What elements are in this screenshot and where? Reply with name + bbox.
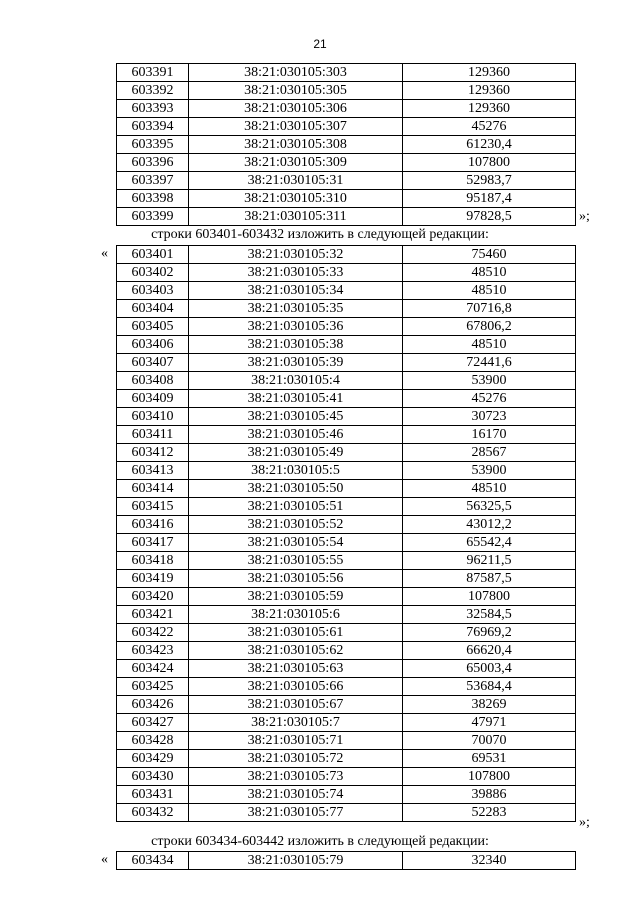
row-number-cell: 603404 — [117, 300, 189, 318]
cadastral-number-cell: 38:21:030105:34 — [189, 282, 403, 300]
row-number-cell: 603399 — [117, 208, 189, 226]
table-row — [117, 300, 576, 318]
opening-quote-mark: « — [101, 852, 108, 867]
row-number-cell: 603397 — [117, 172, 189, 190]
cadastral-number-cell: 38:21:030105:73 — [189, 768, 403, 786]
row-number-cell: 603409 — [117, 390, 189, 408]
value-cell: 129360 — [403, 100, 576, 118]
table-row — [117, 786, 576, 804]
cadastral-number-cell: 38:21:030105:62 — [189, 642, 403, 660]
value-cell: 52283 — [403, 804, 576, 822]
cadastral-number-cell: 38:21:030105:310 — [189, 190, 403, 208]
cadastral-number-cell: 38:21:030105:36 — [189, 318, 403, 336]
cadastral-number-cell: 38:21:030105:45 — [189, 408, 403, 426]
table-row — [117, 64, 576, 82]
value-cell: 32340 — [403, 852, 576, 870]
table-row — [117, 516, 576, 534]
value-cell: 30723 — [403, 408, 576, 426]
value-cell: 72441,6 — [403, 354, 576, 372]
row-number-cell: 603411 — [117, 426, 189, 444]
value-cell: 16170 — [403, 426, 576, 444]
value-cell: 70070 — [403, 732, 576, 750]
row-number-cell: 603431 — [117, 786, 189, 804]
value-cell: 48510 — [403, 264, 576, 282]
row-number-cell: 603417 — [117, 534, 189, 552]
row-number-cell: 603419 — [117, 570, 189, 588]
cadastral-number-cell: 38:21:030105:32 — [189, 246, 403, 264]
table-row — [117, 480, 576, 498]
value-cell: 129360 — [403, 64, 576, 82]
table-row — [117, 190, 576, 208]
table-row — [117, 552, 576, 570]
row-number-cell: 603398 — [117, 190, 189, 208]
table-row — [117, 118, 576, 136]
table-row — [117, 852, 576, 870]
page-number: 21 — [313, 37, 327, 51]
register-table-3 — [116, 851, 576, 870]
cadastral-number-cell: 38:21:030105:306 — [189, 100, 403, 118]
row-number-cell: 603427 — [117, 714, 189, 732]
table-row — [117, 804, 576, 822]
table-row — [117, 208, 576, 226]
cadastral-number-cell: 38:21:030105:305 — [189, 82, 403, 100]
value-cell: 32584,5 — [403, 606, 576, 624]
register-table-1 — [116, 63, 576, 226]
value-cell: 53684,4 — [403, 678, 576, 696]
row-number-cell: 603434 — [117, 852, 189, 870]
row-number-cell: 603412 — [117, 444, 189, 462]
table-row — [117, 588, 576, 606]
cadastral-number-cell: 38:21:030105:7 — [189, 714, 403, 732]
table-row — [117, 534, 576, 552]
cadastral-number-cell: 38:21:030105:46 — [189, 426, 403, 444]
row-number-cell: 603391 — [117, 64, 189, 82]
value-cell: 52983,7 — [403, 172, 576, 190]
value-cell: 48510 — [403, 336, 576, 354]
cadastral-number-cell: 38:21:030105:5 — [189, 462, 403, 480]
cadastral-number-cell: 38:21:030105:56 — [189, 570, 403, 588]
table-row — [117, 172, 576, 190]
cadastral-number-cell: 38:21:030105:49 — [189, 444, 403, 462]
value-cell: 48510 — [403, 282, 576, 300]
row-number-cell: 603405 — [117, 318, 189, 336]
row-number-cell: 603403 — [117, 282, 189, 300]
register-table-body — [117, 64, 576, 226]
opening-quote-mark: « — [101, 246, 108, 261]
amendment-heading: строки 603401-603432 изложить в следующей редакции: — [151, 227, 489, 242]
register-table-2 — [116, 245, 576, 822]
cadastral-number-cell: 38:21:030105:41 — [189, 390, 403, 408]
row-number-cell: 603426 — [117, 696, 189, 714]
table-row — [117, 154, 576, 172]
value-cell: 96211,5 — [403, 552, 576, 570]
value-cell: 53900 — [403, 462, 576, 480]
cadastral-number-cell: 38:21:030105:308 — [189, 136, 403, 154]
value-cell: 67806,2 — [403, 318, 576, 336]
row-number-cell: 603423 — [117, 642, 189, 660]
value-cell: 65003,4 — [403, 660, 576, 678]
cadastral-number-cell: 38:21:030105:38 — [189, 336, 403, 354]
row-number-cell: 603392 — [117, 82, 189, 100]
cadastral-number-cell: 38:21:030105:4 — [189, 372, 403, 390]
row-number-cell: 603410 — [117, 408, 189, 426]
value-cell: 129360 — [403, 82, 576, 100]
row-number-cell: 603424 — [117, 660, 189, 678]
table-row — [117, 426, 576, 444]
cadastral-number-cell: 38:21:030105:35 — [189, 300, 403, 318]
value-cell: 45276 — [403, 390, 576, 408]
table-row — [117, 642, 576, 660]
cadastral-number-cell: 38:21:030105:71 — [189, 732, 403, 750]
closing-quote-mark: »; — [579, 815, 590, 830]
row-number-cell: 603407 — [117, 354, 189, 372]
table-row — [117, 714, 576, 732]
table-row — [117, 336, 576, 354]
value-cell: 107800 — [403, 588, 576, 606]
value-cell: 48510 — [403, 480, 576, 498]
table-row — [117, 136, 576, 154]
value-cell: 95187,4 — [403, 190, 576, 208]
cadastral-number-cell: 38:21:030105:63 — [189, 660, 403, 678]
table-row — [117, 354, 576, 372]
value-cell: 39886 — [403, 786, 576, 804]
cadastral-number-cell: 38:21:030105:309 — [189, 154, 403, 172]
row-number-cell: 603406 — [117, 336, 189, 354]
table-row — [117, 750, 576, 768]
row-number-cell: 603396 — [117, 154, 189, 172]
row-number-cell: 603415 — [117, 498, 189, 516]
cadastral-number-cell: 38:21:030105:72 — [189, 750, 403, 768]
cadastral-number-cell: 38:21:030105:52 — [189, 516, 403, 534]
cadastral-number-cell: 38:21:030105:67 — [189, 696, 403, 714]
table-row — [117, 606, 576, 624]
value-cell: 76969,2 — [403, 624, 576, 642]
value-cell: 107800 — [403, 768, 576, 786]
row-number-cell: 603416 — [117, 516, 189, 534]
cadastral-number-cell: 38:21:030105:79 — [189, 852, 403, 870]
cadastral-number-cell: 38:21:030105:303 — [189, 64, 403, 82]
row-number-cell: 603425 — [117, 678, 189, 696]
value-cell: 107800 — [403, 154, 576, 172]
value-cell: 47971 — [403, 714, 576, 732]
closing-quote-mark: »; — [579, 209, 590, 224]
table-row — [117, 444, 576, 462]
register-table-body — [117, 852, 576, 870]
value-cell: 69531 — [403, 750, 576, 768]
row-number-cell: 603402 — [117, 264, 189, 282]
cadastral-number-cell: 38:21:030105:31 — [189, 172, 403, 190]
table-row — [117, 732, 576, 750]
row-number-cell: 603420 — [117, 588, 189, 606]
value-cell: 97828,5 — [403, 208, 576, 226]
table-row — [117, 570, 576, 588]
row-number-cell: 603432 — [117, 804, 189, 822]
value-cell: 70716,8 — [403, 300, 576, 318]
row-number-cell: 603418 — [117, 552, 189, 570]
table-row — [117, 462, 576, 480]
value-cell: 66620,4 — [403, 642, 576, 660]
table-row — [117, 246, 576, 264]
cadastral-number-cell: 38:21:030105:59 — [189, 588, 403, 606]
table-row — [117, 408, 576, 426]
table-row — [117, 768, 576, 786]
row-number-cell: 603414 — [117, 480, 189, 498]
row-number-cell: 603421 — [117, 606, 189, 624]
table-row — [117, 282, 576, 300]
value-cell: 75460 — [403, 246, 576, 264]
amendment-heading: строки 603434-603442 изложить в следующей редакции: — [151, 834, 489, 849]
row-number-cell: 603393 — [117, 100, 189, 118]
table-row — [117, 660, 576, 678]
row-number-cell: 603395 — [117, 136, 189, 154]
cadastral-number-cell: 38:21:030105:66 — [189, 678, 403, 696]
row-number-cell: 603394 — [117, 118, 189, 136]
row-number-cell: 603428 — [117, 732, 189, 750]
cadastral-number-cell: 38:21:030105:311 — [189, 208, 403, 226]
row-number-cell: 603401 — [117, 246, 189, 264]
cadastral-number-cell: 38:21:030105:307 — [189, 118, 403, 136]
table-row — [117, 390, 576, 408]
table-row — [117, 100, 576, 118]
cadastral-number-cell: 38:21:030105:39 — [189, 354, 403, 372]
value-cell: 65542,4 — [403, 534, 576, 552]
cadastral-number-cell: 38:21:030105:61 — [189, 624, 403, 642]
value-cell: 43012,2 — [403, 516, 576, 534]
cadastral-number-cell: 38:21:030105:55 — [189, 552, 403, 570]
table-row — [117, 82, 576, 100]
value-cell: 53900 — [403, 372, 576, 390]
value-cell: 28567 — [403, 444, 576, 462]
cadastral-number-cell: 38:21:030105:77 — [189, 804, 403, 822]
value-cell: 45276 — [403, 118, 576, 136]
cadastral-number-cell: 38:21:030105:6 — [189, 606, 403, 624]
table-row — [117, 678, 576, 696]
value-cell: 56325,5 — [403, 498, 576, 516]
cadastral-number-cell: 38:21:030105:51 — [189, 498, 403, 516]
row-number-cell: 603429 — [117, 750, 189, 768]
cadastral-number-cell: 38:21:030105:50 — [189, 480, 403, 498]
value-cell: 38269 — [403, 696, 576, 714]
table-row — [117, 498, 576, 516]
table-row — [117, 318, 576, 336]
cadastral-number-cell: 38:21:030105:33 — [189, 264, 403, 282]
cadastral-number-cell: 38:21:030105:74 — [189, 786, 403, 804]
row-number-cell: 603413 — [117, 462, 189, 480]
table-row — [117, 372, 576, 390]
table-row — [117, 264, 576, 282]
table-row — [117, 696, 576, 714]
value-cell: 87587,5 — [403, 570, 576, 588]
value-cell: 61230,4 — [403, 136, 576, 154]
row-number-cell: 603408 — [117, 372, 189, 390]
cadastral-number-cell: 38:21:030105:54 — [189, 534, 403, 552]
register-table-body — [117, 246, 576, 822]
row-number-cell: 603422 — [117, 624, 189, 642]
table-row — [117, 624, 576, 642]
row-number-cell: 603430 — [117, 768, 189, 786]
